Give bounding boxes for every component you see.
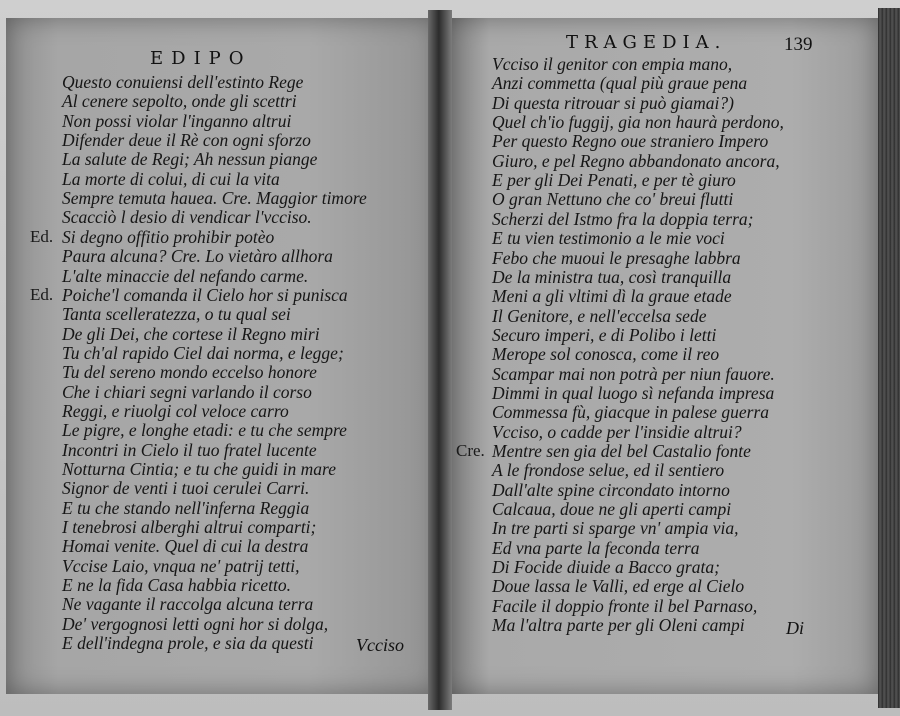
verse-line: Anzi commetta (qual più graue pena [492,73,748,94]
verse-line: I tenebrosi alberghi altrui comparti; [62,517,317,538]
verse-line: Scampar mai non potrà per niun fauore. [492,363,775,384]
verse-line: Ma l'altra parte per gli Oleni campi [492,615,745,636]
verse-line: O gran Nettuno che co' breui flutti [492,189,734,210]
verse-line: Scacciò l desio di vendicar l'vcciso. [62,207,312,228]
verse-line: E dell'indegna prole, e sia da questi [62,633,314,654]
verse-line: Non possi violar l'inganno altrui [62,110,292,131]
verse-line: Di Focide diuide a Bacco grata; [492,557,720,578]
page-number: 139 [784,34,813,55]
verse-line: E tu vien testimonio a le mie voci [492,228,725,249]
verse-line: Meni a gli vltimi dì la graue etade [492,286,732,307]
right-catchword: Di [786,618,804,638]
verse-line: Notturna Cintia; e tu che guidi in mare [62,459,336,479]
verse-line: Signor de venti i tuoi cerulei Carri. [62,478,310,499]
verse-line: E per gli Dei Penati, e per tè giuro [492,170,736,191]
verse-line: In tre parti si sparge vn' ampia via, [492,518,739,539]
verse-line: Che i chiari segni varlando il corso [62,381,312,402]
verse-line: Quel ch'io fuggij, gia non haurà perdono, [492,112,784,133]
verse-line: Questo conuiensi dell'estinto Rege [62,72,304,92]
verse-line: De la ministra tua, così tranquilla [492,266,732,287]
speaker-label: Ed. [30,226,54,246]
verse-line: L'alte minaccie del nefando carme. [62,265,309,286]
verse-line: Calcaua, doue ne gli aperti campi [492,499,732,520]
verse-line: Reggi, e riuolgi col veloce carro [62,400,289,421]
verse-line: Doue lassa le Valli, ed erge al Cielo [492,576,745,597]
verse-line: Poiche'l comanda il Cielo hor si punisca [62,284,348,305]
verse-line: Homai venite. Quel di cui la destra [62,536,309,557]
book-gutter [428,10,452,710]
verse-line: Mentre sen gia del bel Castalio fonte [492,441,751,461]
verse-line: Dall'alte spine circondato intorno [492,479,730,500]
verse-line: Ne vagante il raccolga alcuna terra [62,594,314,615]
page-edges [878,8,900,708]
verse-line: La morte di colui, di cui la vita [62,168,280,189]
verse-line: A le frondose selue, ed il sentiero [492,460,725,481]
verse-line: Le pigre, e longhe etadi: e tu che sempre [62,420,347,441]
verse-line: Ed vna parte la feconda terra [492,537,700,558]
verse-line: Per questo Regno oue straniero Impero [492,131,769,152]
verse-line: Vccise Laio, vnqua ne' patrij tetti, [62,555,300,576]
verse-line: Tu del sereno mondo eccelso honore [62,362,317,383]
verse-line: La salute de Regi; Ah nessun piange [62,149,318,170]
verse-line: E tu che stando nell'inferna Reggia [62,497,310,518]
verse-line: Difender deue il Rè con ogni sforzo [62,130,311,151]
verse-line: De gli Dei, che cortese il Regno miri [62,323,320,344]
verse-line: Di questa ritrouar si può giamai?) [492,92,734,113]
verse-line: Febo che muoui le presaghe labbra [492,247,741,268]
speaker-label: Ed. [30,284,54,304]
verse-line: Al cenere sepolto, onde gli scettri [62,91,297,112]
verse-line: Tu ch'al rapido Ciel dai norma, e legge; [62,342,344,363]
verse-line: Si degno offitio prohibir potèo [62,226,275,247]
left-catchword: Vcciso [356,635,404,655]
verse-line: Incontri in Cielo il tuo fratel lucente [62,439,317,460]
verse-line: E ne la fida Casa habbia ricetto. [62,575,291,596]
verse-line: Commessa fù, giacque in palese guerra [492,402,770,423]
verse-line: Merope sol conosca, come il reo [492,344,720,365]
verse-line: Tanta scelleratezza, o tu qual sei [62,304,291,325]
right-running-header: TRAGEDIA. [566,32,727,53]
verse-line: Giuro, e pel Regno abbandonato ancora, [492,150,780,171]
verse-line: Vcciso il genitor con empia mano, [492,54,733,74]
verse-line: Dimmi in qual luogo sì nefanda impresa [492,382,775,403]
verse-line: Sempre temuta hauea. Cre. Maggior timore [62,188,367,209]
left-running-header: EDIPO [150,48,252,69]
verse-line: Facile il doppio fronte il bel Parnaso, [492,595,758,616]
speaker-label: Cre. [456,441,485,460]
verse-line: Securo imperi, e di Polibo i letti [492,324,717,345]
verse-line: Scherzi del Istmo fra la doppia terra; [492,208,754,229]
verse-line: Paura alcuna? Cre. Lo vietàro allhora [62,246,333,267]
verse-line: De' vergognosi letti ogni hor si dolga, [62,613,329,634]
verse-line: Vcciso, o cadde per l'insidie altrui? [492,421,742,442]
verse-line: Il Genitore, e nell'eccelsa sede [492,305,707,326]
